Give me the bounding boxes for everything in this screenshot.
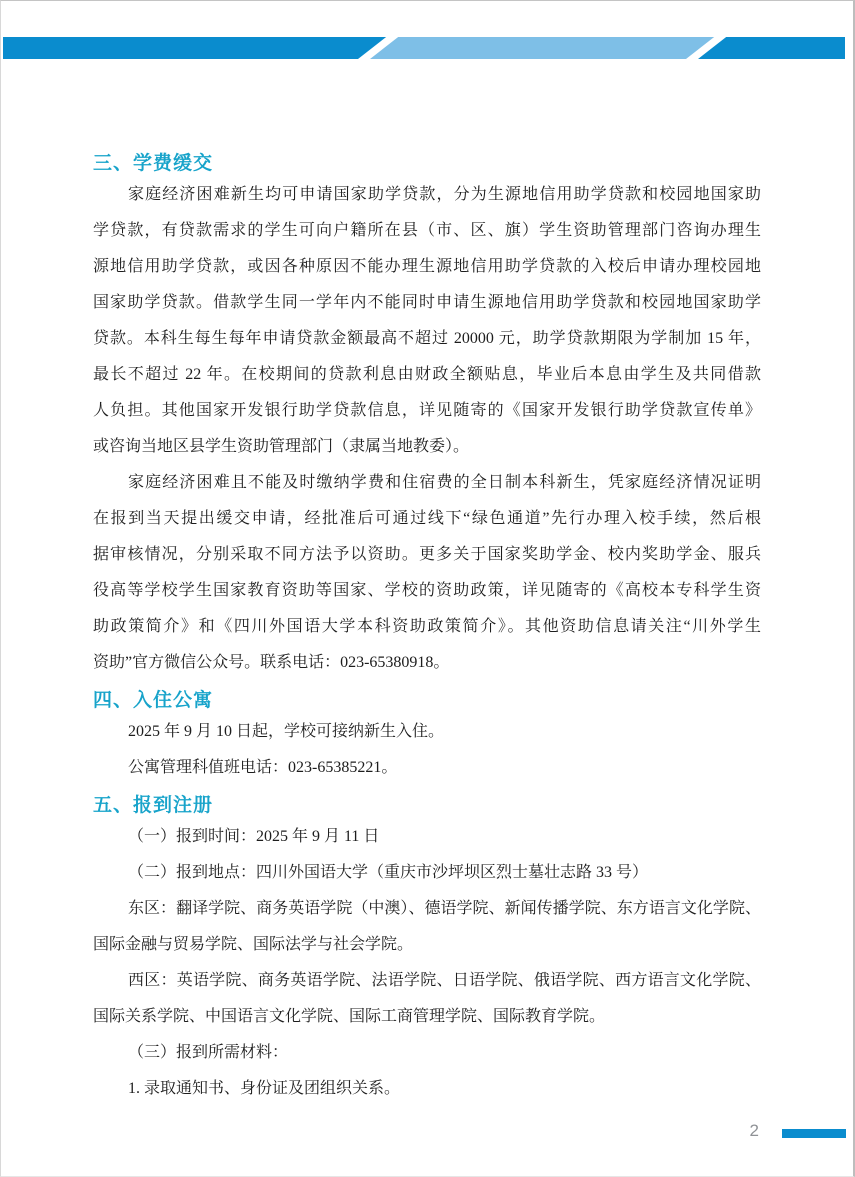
text-line: 西区：英语学院、商务英语学院、法语学院、日语学院、俄语学院、西方语言文化学院、: [128, 972, 761, 989]
band-light-segment: [370, 37, 714, 59]
text-line: 最长不超过 22 年。在校期间的贷款利息由财政全额贴息，毕业后本息由学生及共同借款: [93, 366, 761, 383]
section-heading-2: 四、入住公寓: [93, 690, 214, 711]
text-line: 国际金融与贸易学院、国际法学与社会学院。: [93, 936, 414, 953]
text-line: 在报到当天提出缓交申请，经批准后可通过线下“绿色通道”先行办理入校手续，然后根: [93, 510, 761, 527]
section-heading-3: 五、报到注册: [93, 795, 214, 816]
header-band: [3, 37, 845, 59]
text-line: 家庭经济困难新生均可申请国家助学贷款，分为生源地信用助学贷款和校园地国家助: [128, 186, 761, 203]
text-line: 资助”官方微信公众号。联系电话：023-65380918。: [93, 654, 450, 671]
text-line: 2025 年 9 月 10 日起，学校可接纳新生入住。: [128, 723, 445, 740]
text-line: 公寓管理科值班电话：023-65385221。: [128, 759, 398, 776]
content: [93, 144, 761, 1107]
text-line: 国家助学贷款。借款学生同一学年内不能同时申请生源地信用助学贷款和校园地国家助学: [93, 294, 761, 311]
page-number: 2: [749, 1121, 759, 1140]
text-line: 或咨询当地区县学生资助管理部门（隶属当地教委）。: [93, 438, 470, 455]
text-line: 据审核情况，分别采取不同方法予以资助。更多关于国家奖助学金、校内奖助学金、服兵: [93, 546, 761, 563]
footer-accent-bar: [782, 1129, 846, 1138]
text-line: （二）报到地点：四川外国语大学（重庆市沙坪坝区烈士墓壮志路 33 号）: [128, 864, 649, 881]
text-line: 1. 录取通知书、身份证及团组织关系。: [128, 1080, 401, 1097]
text-line: 国际关系学院、中国语言文化学院、国际工商管理学院、国际教育学院。: [93, 1008, 606, 1025]
text-line: 源地信用助学贷款，或因各种原因不能办理生源地信用助学贷款的入校后申请办理校园地: [93, 258, 761, 275]
text-line: 役高等学校学生国家教育资助等国家、学校的资助政策，详见随寄的《高校本专科学生资: [93, 582, 761, 599]
text-line: （三）报到所需材料：: [128, 1044, 289, 1061]
text-line: 贷款。本科生每生每年申请贷款金额最高不超过 20000 元，助学贷款期限为学制加 15 年，: [93, 330, 761, 347]
text-line: 学贷款，有贷款需求的学生可向户籍所在县（市、区、旗）学生资助管理部门咨询办理生: [93, 222, 761, 239]
text-line: （一）报到时间：2025 年 9 月 11 日: [128, 828, 380, 845]
text-line: 人负担。其他国家开发银行助学贷款信息，详见随寄的《国家开发银行助学贷款宣传单》: [93, 402, 761, 419]
text-line: 助政策简介》和《四川外国语大学本科资助政策简介》。其他资助信息请关注“川外学生: [93, 618, 761, 635]
section-heading-1: 三、学费缓交: [93, 153, 214, 174]
text-line: 东区：翻译学院、商务英语学院（中澳）、德语学院、新闻传播学院、东方语言文化学院、: [128, 900, 761, 917]
text-line: 家庭经济困难且不能及时缴纳学费和住宿费的全日制本科新生，凭家庭经济情况证明: [128, 474, 761, 491]
